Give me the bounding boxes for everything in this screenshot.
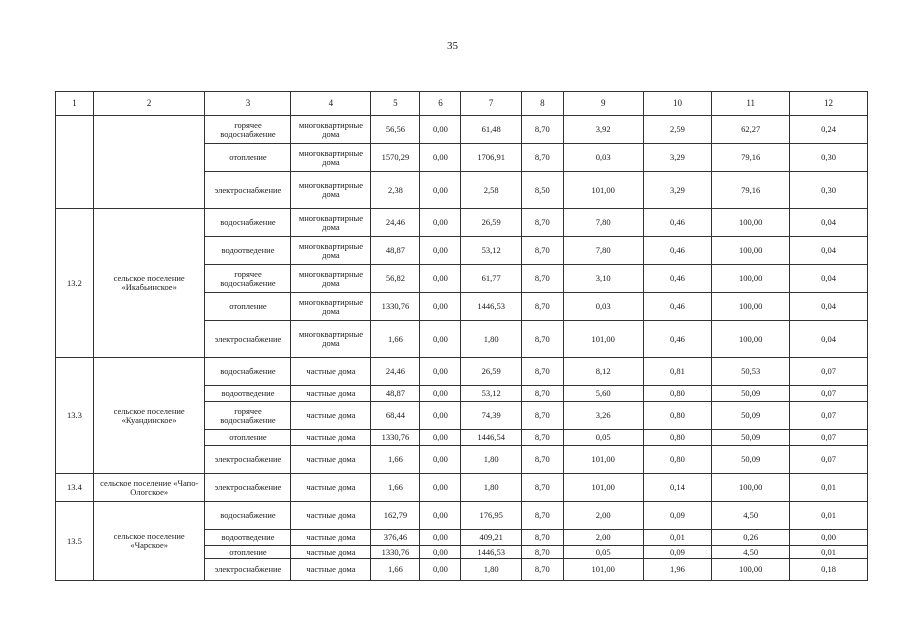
- value-cell: 376,46: [371, 530, 420, 546]
- header-cell: 1: [56, 92, 94, 116]
- value-cell: 2,59: [643, 116, 712, 144]
- housing-type-cell: частные дома: [291, 559, 371, 581]
- value-cell: 0,07: [790, 402, 868, 430]
- row-number-cell: 13.5: [56, 502, 94, 581]
- value-cell: 2,38: [371, 172, 420, 209]
- value-cell: 0,09: [643, 502, 712, 530]
- service-cell: водоснабжение: [205, 502, 291, 530]
- value-cell: 53,12: [461, 237, 521, 265]
- service-cell: отопление: [205, 144, 291, 172]
- value-cell: 3,10: [563, 265, 643, 293]
- value-cell: 0,30: [790, 172, 868, 209]
- value-cell: 8,70: [521, 116, 563, 144]
- value-cell: 8,70: [521, 402, 563, 430]
- value-cell: 8,70: [521, 530, 563, 546]
- service-cell: горячее водоснабжение: [205, 265, 291, 293]
- value-cell: 50,09: [712, 446, 790, 474]
- value-cell: 0,80: [643, 446, 712, 474]
- value-cell: 5,60: [563, 386, 643, 402]
- value-cell: 101,00: [563, 172, 643, 209]
- value-cell: 0,00: [420, 321, 461, 358]
- housing-type-cell: частные дома: [291, 402, 371, 430]
- value-cell: 62,27: [712, 116, 790, 144]
- value-cell: 4,50: [712, 502, 790, 530]
- service-cell: водоснабжение: [205, 358, 291, 386]
- value-cell: 0,07: [790, 430, 868, 446]
- value-cell: 0,00: [420, 546, 461, 559]
- row-number-cell: 13.4: [56, 474, 94, 502]
- value-cell: 1570,29: [371, 144, 420, 172]
- value-cell: 0,46: [643, 293, 712, 321]
- value-cell: 0,00: [420, 402, 461, 430]
- value-cell: 1,80: [461, 559, 521, 581]
- header-cell: 3: [205, 92, 291, 116]
- value-cell: 8,50: [521, 172, 563, 209]
- value-cell: 53,12: [461, 386, 521, 402]
- value-cell: 100,00: [712, 321, 790, 358]
- value-cell: 4,50: [712, 546, 790, 559]
- value-cell: 100,00: [712, 209, 790, 237]
- value-cell: 3,29: [643, 172, 712, 209]
- value-cell: 2,00: [563, 530, 643, 546]
- value-cell: 8,70: [521, 209, 563, 237]
- housing-type-cell: многоквартирные дома: [291, 321, 371, 358]
- value-cell: 1,80: [461, 321, 521, 358]
- value-cell: 8,70: [521, 502, 563, 530]
- value-cell: 50,09: [712, 430, 790, 446]
- value-cell: 101,00: [563, 559, 643, 581]
- value-cell: 7,80: [563, 209, 643, 237]
- value-cell: 8,70: [521, 386, 563, 402]
- service-cell: горячее водоснабжение: [205, 116, 291, 144]
- value-cell: 0,00: [420, 293, 461, 321]
- value-cell: 1,80: [461, 446, 521, 474]
- value-cell: 61,77: [461, 265, 521, 293]
- settlement-name-cell: сельское поселение «Икабьинское»: [93, 209, 205, 358]
- service-cell: водоотведение: [205, 237, 291, 265]
- header-cell: 6: [420, 92, 461, 116]
- value-cell: 162,79: [371, 502, 420, 530]
- value-cell: 24,46: [371, 209, 420, 237]
- value-cell: 0,03: [563, 293, 643, 321]
- value-cell: 0,46: [643, 265, 712, 293]
- value-cell: 0,00: [420, 358, 461, 386]
- value-cell: 0,03: [563, 144, 643, 172]
- value-cell: 1446,54: [461, 430, 521, 446]
- table-row: [56, 474, 868, 502]
- value-cell: 0,04: [790, 209, 868, 237]
- value-cell: 8,70: [521, 321, 563, 358]
- value-cell: 74,39: [461, 402, 521, 430]
- value-cell: 8,70: [521, 446, 563, 474]
- value-cell: 0,80: [643, 430, 712, 446]
- value-cell: 0,46: [643, 321, 712, 358]
- service-cell: отопление: [205, 293, 291, 321]
- value-cell: 100,00: [712, 559, 790, 581]
- housing-type-cell: частные дома: [291, 530, 371, 546]
- value-cell: 1,66: [371, 474, 420, 502]
- value-cell: 0,26: [712, 530, 790, 546]
- table-row: [56, 358, 868, 386]
- housing-type-cell: многоквартирные дома: [291, 293, 371, 321]
- header-cell: 12: [790, 92, 868, 116]
- housing-type-cell: многоквартирные дома: [291, 116, 371, 144]
- value-cell: 0,07: [790, 386, 868, 402]
- value-cell: 1,80: [461, 474, 521, 502]
- service-cell: электроснабжение: [205, 172, 291, 209]
- value-cell: 8,70: [521, 265, 563, 293]
- service-cell: электроснабжение: [205, 474, 291, 502]
- value-cell: 1,66: [371, 321, 420, 358]
- value-cell: 8,70: [521, 358, 563, 386]
- value-cell: 26,59: [461, 209, 521, 237]
- value-cell: 0,81: [643, 358, 712, 386]
- value-cell: 0,00: [790, 530, 868, 546]
- value-cell: 50,53: [712, 358, 790, 386]
- value-cell: 0,46: [643, 237, 712, 265]
- settlement-name-cell: [93, 116, 205, 209]
- row-number-cell: [56, 116, 94, 209]
- value-cell: 0,00: [420, 530, 461, 546]
- housing-type-cell: частные дома: [291, 502, 371, 530]
- value-cell: 0,09: [643, 546, 712, 559]
- value-cell: 0,01: [790, 546, 868, 559]
- table-row: [56, 502, 868, 530]
- value-cell: 56,82: [371, 265, 420, 293]
- value-cell: 1,66: [371, 559, 420, 581]
- housing-type-cell: частные дома: [291, 546, 371, 559]
- service-cell: горячее водоснабжение: [205, 402, 291, 430]
- value-cell: 0,05: [563, 430, 643, 446]
- value-cell: 0,07: [790, 358, 868, 386]
- value-cell: 0,00: [420, 144, 461, 172]
- value-cell: 0,30: [790, 144, 868, 172]
- value-cell: 0,00: [420, 502, 461, 530]
- value-cell: 0,05: [563, 546, 643, 559]
- value-cell: 0,00: [420, 116, 461, 144]
- settlement-name-cell: сельское поселение «Чарское»: [93, 502, 205, 581]
- value-cell: 0,00: [420, 209, 461, 237]
- value-cell: 101,00: [563, 474, 643, 502]
- housing-type-cell: многоквартирные дома: [291, 237, 371, 265]
- value-cell: 0,04: [790, 237, 868, 265]
- value-cell: 1330,76: [371, 430, 420, 446]
- value-cell: 176,95: [461, 502, 521, 530]
- value-cell: 8,70: [521, 546, 563, 559]
- value-cell: 0,01: [790, 474, 868, 502]
- value-cell: 2,58: [461, 172, 521, 209]
- service-cell: отопление: [205, 546, 291, 559]
- housing-type-cell: многоквартирные дома: [291, 209, 371, 237]
- value-cell: 100,00: [712, 265, 790, 293]
- value-cell: 1446,53: [461, 293, 521, 321]
- value-cell: 0,46: [643, 209, 712, 237]
- housing-type-cell: многоквартирные дома: [291, 144, 371, 172]
- value-cell: 79,16: [712, 172, 790, 209]
- housing-type-cell: частные дома: [291, 386, 371, 402]
- page-number: 35: [447, 40, 458, 52]
- housing-type-cell: частные дома: [291, 474, 371, 502]
- header-cell: 8: [521, 92, 563, 116]
- value-cell: 0,80: [643, 386, 712, 402]
- value-cell: 100,00: [712, 474, 790, 502]
- header-cell: 2: [93, 92, 205, 116]
- settlement-name-cell: сельское поселение «Чапо-Ологское»: [93, 474, 205, 502]
- value-cell: 0,00: [420, 430, 461, 446]
- header-cell: 9: [563, 92, 643, 116]
- value-cell: 1330,76: [371, 546, 420, 559]
- header-cell: 4: [291, 92, 371, 116]
- header-row: [56, 92, 868, 116]
- service-cell: электроснабжение: [205, 559, 291, 581]
- value-cell: 1330,76: [371, 293, 420, 321]
- housing-type-cell: частные дома: [291, 358, 371, 386]
- value-cell: 50,09: [712, 402, 790, 430]
- service-cell: отопление: [205, 430, 291, 446]
- value-cell: 0,24: [790, 116, 868, 144]
- service-cell: водоотведение: [205, 386, 291, 402]
- value-cell: 61,48: [461, 116, 521, 144]
- value-cell: 8,12: [563, 358, 643, 386]
- value-cell: 8,70: [521, 144, 563, 172]
- value-cell: 0,04: [790, 265, 868, 293]
- tariff-table: [55, 91, 868, 581]
- service-cell: водоотведение: [205, 530, 291, 546]
- table-row: [56, 209, 868, 237]
- value-cell: 1,96: [643, 559, 712, 581]
- value-cell: 0,07: [790, 446, 868, 474]
- value-cell: 100,00: [712, 237, 790, 265]
- housing-type-cell: частные дома: [291, 430, 371, 446]
- value-cell: 0,18: [790, 559, 868, 581]
- value-cell: 24,46: [371, 358, 420, 386]
- value-cell: 0,04: [790, 321, 868, 358]
- value-cell: 409,21: [461, 530, 521, 546]
- value-cell: 0,01: [790, 502, 868, 530]
- value-cell: 8,70: [521, 474, 563, 502]
- value-cell: 3,92: [563, 116, 643, 144]
- value-cell: 0,00: [420, 559, 461, 581]
- value-cell: 1706,91: [461, 144, 521, 172]
- header-cell: 7: [461, 92, 521, 116]
- housing-type-cell: многоквартирные дома: [291, 265, 371, 293]
- value-cell: 100,00: [712, 293, 790, 321]
- header-cell: 11: [712, 92, 790, 116]
- value-cell: 101,00: [563, 321, 643, 358]
- value-cell: 79,16: [712, 144, 790, 172]
- value-cell: 1446,53: [461, 546, 521, 559]
- value-cell: 101,00: [563, 446, 643, 474]
- table-body: [56, 92, 868, 581]
- housing-type-cell: частные дома: [291, 446, 371, 474]
- value-cell: 0,00: [420, 386, 461, 402]
- row-number-cell: 13.2: [56, 209, 94, 358]
- value-cell: 0,04: [790, 293, 868, 321]
- value-cell: 48,87: [371, 237, 420, 265]
- value-cell: 1,66: [371, 446, 420, 474]
- header-cell: 10: [643, 92, 712, 116]
- value-cell: 0,00: [420, 265, 461, 293]
- table-row: [56, 116, 868, 144]
- value-cell: 56,56: [371, 116, 420, 144]
- value-cell: 0,80: [643, 402, 712, 430]
- value-cell: 8,70: [521, 237, 563, 265]
- value-cell: 0,00: [420, 474, 461, 502]
- value-cell: 0,01: [643, 530, 712, 546]
- row-number-cell: 13.3: [56, 358, 94, 474]
- value-cell: 2,00: [563, 502, 643, 530]
- value-cell: 7,80: [563, 237, 643, 265]
- value-cell: 3,29: [643, 144, 712, 172]
- value-cell: 0,00: [420, 446, 461, 474]
- service-cell: электроснабжение: [205, 321, 291, 358]
- value-cell: 50,09: [712, 386, 790, 402]
- value-cell: 3,26: [563, 402, 643, 430]
- housing-type-cell: многоквартирные дома: [291, 172, 371, 209]
- service-cell: водоснабжение: [205, 209, 291, 237]
- value-cell: 26,59: [461, 358, 521, 386]
- service-cell: электроснабжение: [205, 446, 291, 474]
- value-cell: 68,44: [371, 402, 420, 430]
- value-cell: 8,70: [521, 559, 563, 581]
- value-cell: 0,00: [420, 172, 461, 209]
- value-cell: 8,70: [521, 293, 563, 321]
- value-cell: 8,70: [521, 430, 563, 446]
- settlement-name-cell: сельское поселение «Куандинское»: [93, 358, 205, 474]
- value-cell: 0,00: [420, 237, 461, 265]
- value-cell: 0,14: [643, 474, 712, 502]
- value-cell: 48,87: [371, 386, 420, 402]
- header-cell: 5: [371, 92, 420, 116]
